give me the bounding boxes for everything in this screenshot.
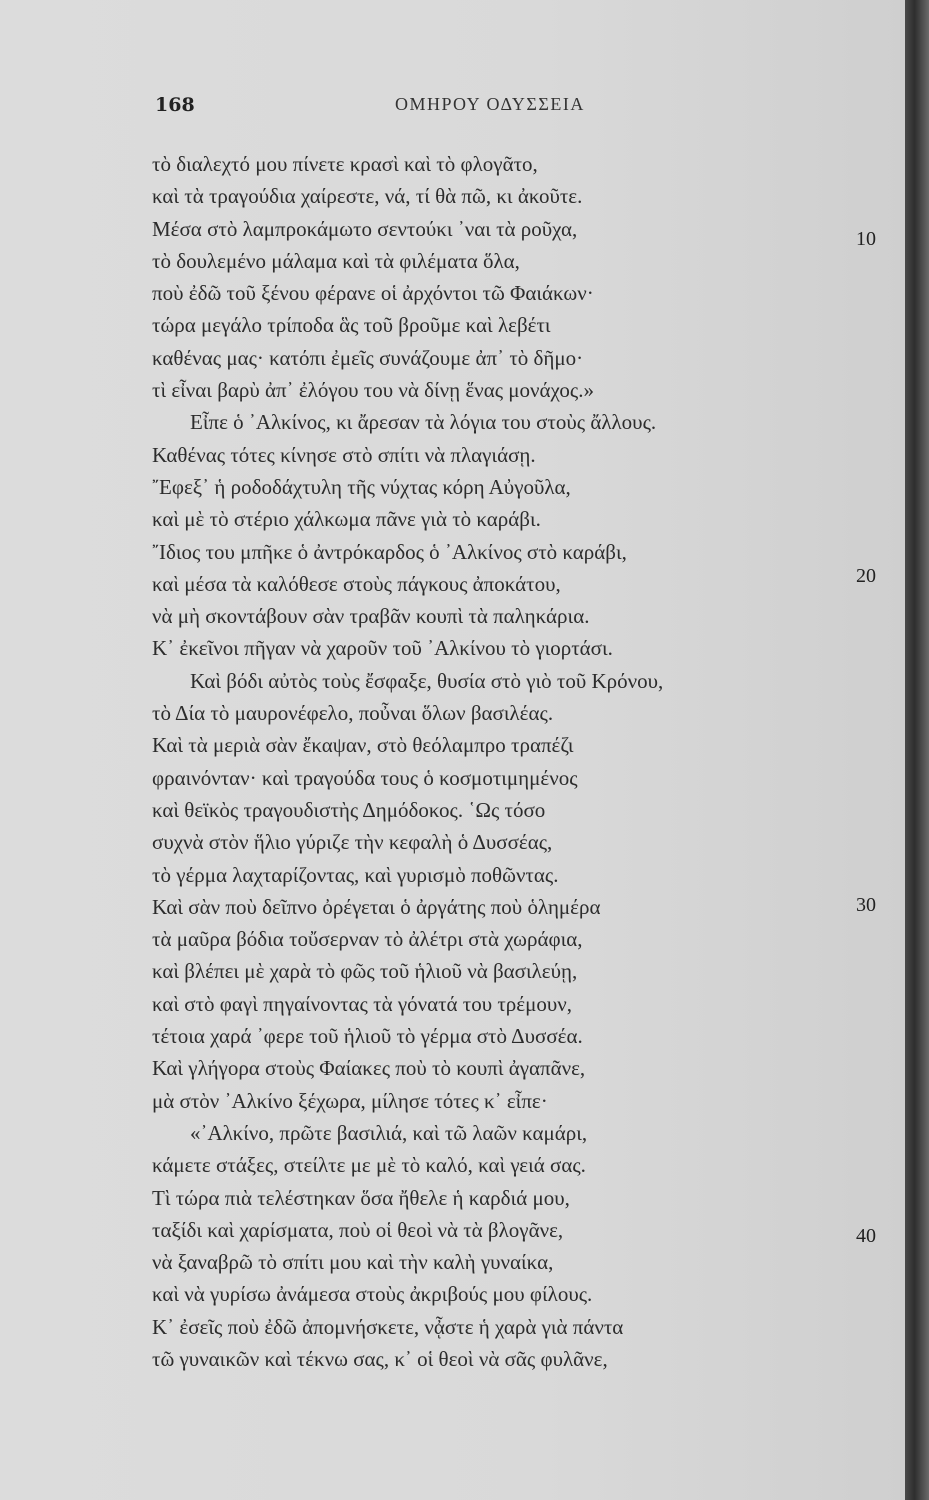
verse-line: Καθένας τότες κίνησε στὸ σπίτι νὰ πλαγιάσῃ. <box>152 442 536 467</box>
verse-line: ῎Ιδιος του μπῆκε ὁ ἀντρόκαρδος ὁ ᾽Αλκίνος στὸ καράβι, <box>152 539 627 564</box>
verse-line: μὰ στὸν ᾽Αλκίνο ξέχωρα, μίλησε τότες κ᾽ εἶπε· <box>152 1088 548 1113</box>
book-spine-edge <box>905 0 929 1500</box>
verse-line: τὸ δουλεμένο μάλαμα καὶ τὰ φιλέματα ὅλα, <box>152 248 520 273</box>
verse-line: Κ᾽ ἐκεῖνοι πῆγαν νὰ χαροῦν τοῦ ᾽Αλκίνου τὸ γιορτάσι. <box>152 636 613 661</box>
verse-line: τῶ γυναικῶν καὶ τέκνω σας, κ᾽ οἱ θεοὶ νὰ σᾶς φυλᾶνε, <box>152 1346 608 1371</box>
verse-line: νὰ μὴ σκοντάβουν σὰν τραβᾶν κουπὶ τὰ παληκάρια. <box>152 604 590 629</box>
verse-line: τὰ μαῦρα βόδια τοὔσερναν τὸ ἀλέτρι στὰ χωράφια, <box>152 927 583 952</box>
page-header <box>155 94 815 124</box>
verse-line: Καὶ σὰν ποὺ δεῖπνο ὀρέγεται ὁ ἀργάτης ποὺ ὁλημέρα <box>152 894 601 919</box>
poem-text <box>152 148 852 1375</box>
verse-line: καὶ νὰ γυρίσω ἀνάμεσα στοὺς ἀκριβούς μου φίλους. <box>152 1282 593 1307</box>
verse-line: Κ᾽ ἐσεῖς ποὺ ἐδῶ ἀπομνήσκετε, νᾆστε ἡ χαρὰ γιὰ πάντα <box>152 1314 624 1339</box>
page-number: 168 <box>155 94 195 116</box>
verse-line: Καὶ γλήγορα στοὺς Φαίακες ποὺ τὸ κουπὶ ἀγαπᾶνε, <box>152 1056 586 1081</box>
verse-line: Καὶ τὰ μεριὰ σὰν ἔκαψαν, στὸ θεόλαμπρο τραπέζι <box>152 733 574 758</box>
line-number: 10 <box>856 228 876 250</box>
verse-line: καὶ θεϊκὸς τραγουδιστὴς Δημόδοκος. ῾Ως τόσο <box>152 797 546 822</box>
verse-line: καὶ στὸ φαγὶ πηγαίνοντας τὰ γόνατά του τρέμουν, <box>152 991 573 1016</box>
verse-line: Εἶπε ὁ ᾽Αλκίνος, κι ἄρεσαν τὰ λόγια του στοὺς ἄλλους. <box>190 410 657 435</box>
verse-line: νὰ ξαναβρῶ τὸ σπίτι μου καὶ τὴν καλὴ γυναίκα, <box>152 1250 554 1275</box>
verse-line: καθένας μας· κατόπι ἐμεῖς συνάζουμε ἀπ᾽ τὸ δῆμο· <box>152 345 584 370</box>
line-number: 20 <box>856 565 876 587</box>
verse-line: τὸ διαλεχτό μου πίνετε κρασὶ καὶ τὸ φλογᾶτο, <box>152 152 538 176</box>
verse-line: τὶ εἶναι βαρὺ ἀπ᾽ ἐλόγου του νὰ δίνῃ ἕνας μονάχος.» <box>152 378 594 403</box>
line-number: 30 <box>856 894 876 916</box>
verse-line: ῎Εφεξ᾽ ἡ ροδοδάχτυλη τῆς νύχτας κόρη Αὐγοῦλα, <box>152 474 571 499</box>
verse-line: τώρα μεγάλο τρίποδα ἃς τοῦ βροῦμε καὶ λεβέτι <box>152 313 551 338</box>
verse-line: καὶ τὰ τραγούδια χαίρεστε, νά, τί θὰ πῶ, κι ἀκοῦτε. <box>152 184 583 209</box>
verse-line: κάμετε στάξες, στείλτε με μὲ τὸ καλό, καὶ γειά σας. <box>152 1153 586 1178</box>
verse-line: ποὺ ἐδῶ τοῦ ξένου φέρανε οἱ ἀρχόντοι τῶ Φαιάκων· <box>152 281 594 306</box>
running-title: ΟΜΗΡΟΥ ΟΔΥΣΣΕΙΑ <box>395 94 585 114</box>
verse-line: Καὶ βόδι αὐτὸς τοὺς ἔσφαξε, θυσία στὸ γιὸ τοῦ Κρόνου, <box>190 668 664 693</box>
verse-line: «᾽Αλκίνο, πρῶτε βασιλιά, καὶ τῶ λαῶν καμάρι, <box>190 1120 588 1145</box>
verse-line: καὶ βλέπει μὲ χαρὰ τὸ φῶς τοῦ ἡλιοῦ νὰ βασιλεύῃ, <box>152 959 578 984</box>
line-number: 40 <box>856 1225 876 1247</box>
verse-line: Τὶ τώρα πιὰ τελέστηκαν ὅσα ἤθελε ἡ καρδιά μου, <box>152 1185 570 1210</box>
verse-line: τὸ Δία τὸ μαυρονέφελο, ποὖναι ὅλων βασιλέας. <box>152 701 554 726</box>
verse-line: συχνὰ στὸν ἥλιο γύριζε τὴν κεφαλὴ ὁ Δυσσέας, <box>152 830 553 855</box>
verse-line: τέτοια χαρά ᾽φερε τοῦ ἡλιοῦ τὸ γέρμα στὸ Δυσσέα. <box>152 1024 583 1049</box>
verse-line: φραινόνταν· καὶ τραγούδα τους ὁ κοσμοτιμημένος <box>152 765 578 790</box>
verse-line: τὸ γέρμα λαχταρίζοντας, καὶ γυρισμὸ ποθῶντας. <box>152 862 559 887</box>
verse-line: καὶ μέσα τὰ καλόθεσε στοὺς πάγκους ἀποκάτου, <box>152 571 561 596</box>
verse-line: ταξίδι καὶ χαρίσματα, ποὺ οἱ θεοὶ νὰ τὰ βλογᾶνε, <box>152 1217 564 1242</box>
verse-line: καὶ μὲ τὸ στέριο χάλκωμα πᾶνε γιὰ τὸ καράβι. <box>152 507 541 532</box>
verse-line: Μέσα στὸ λαμπροκάμωτο σεντούκι ᾽ναι τὰ ροῦχα, <box>152 216 578 241</box>
